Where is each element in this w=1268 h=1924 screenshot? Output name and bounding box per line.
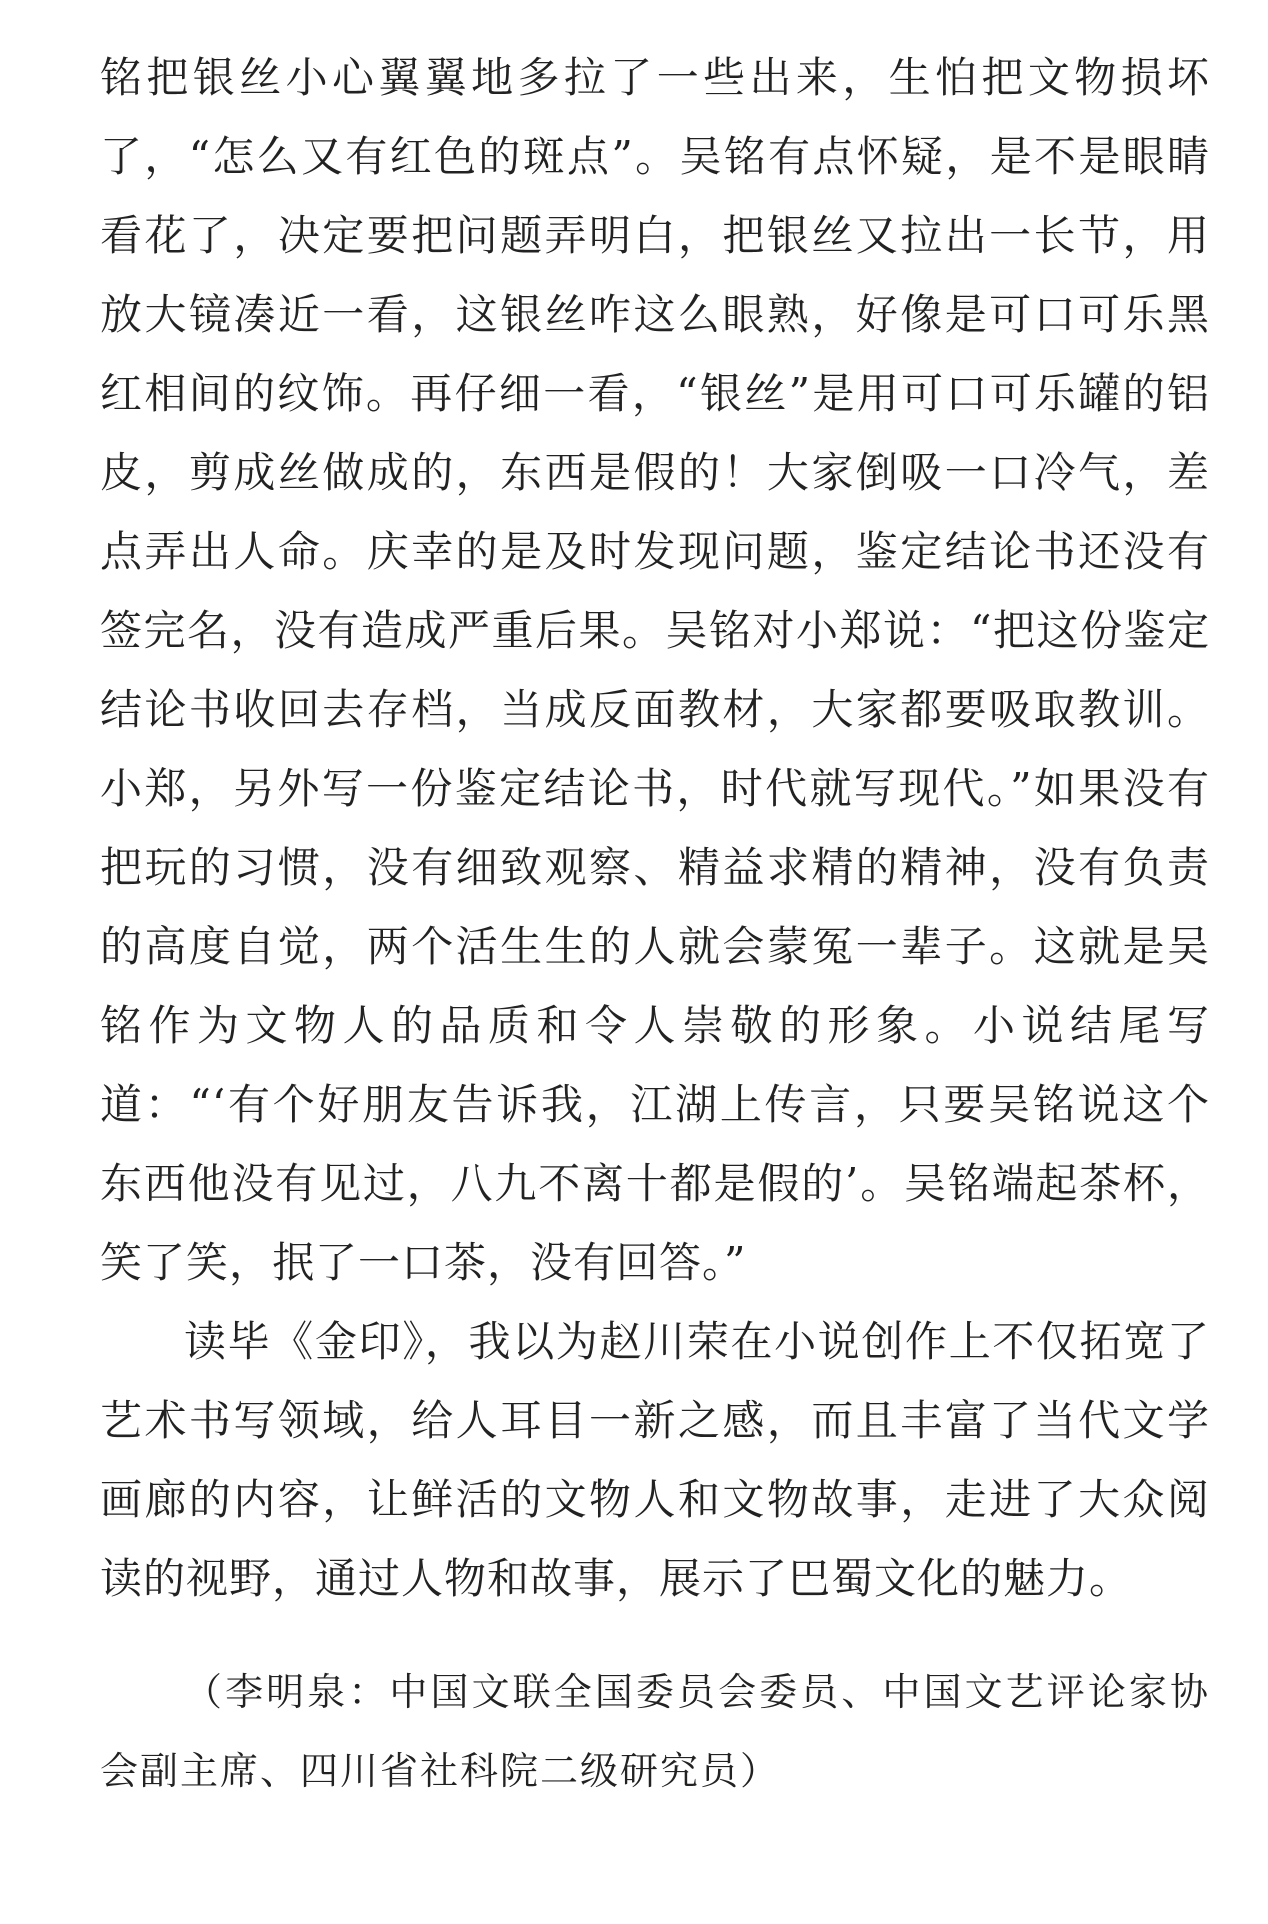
article-body xyxy=(100,38,1210,1618)
author-bio-note: （李明泉：中国文联全国委员会委员、中国文艺评论家协会副主席、四川省社科院二级研究员） xyxy=(100,1670,1210,1793)
paragraph-conclusion: 读毕《金印》，我以为赵川荣在小说创作上不仅拓宽了艺术书写领域，给人耳目一新之感，而且丰富了当代文学画廊的内容，让鲜活的文物人和文物故事，走进了大众阅读的视野，通过人物和故事，展示了巴蜀文化的魅力。 xyxy=(100,1317,1210,1603)
paragraph-continuation: 铭把银丝小心翼翼地多拉了一些出来，生怕把文物损坏了，“怎么又有红色的斑点”。吴铭有点怀疑，是不是眼睛看花了，决定要把问题弄明白，把银丝又拉出一长节，用放大镜凑近一看，这银丝咋这么眼熟，好像是可口可乐黑红相间的纹饰。再仔细一看，“银丝”是用可口可乐罐的铝皮，剪成丝做成的，东西是假的！大家倒吸一口冷气，差点弄出人命。庆幸的是及时发现问题，鉴定结论书还没有签完名，没有造成严重后果。吴铭对小郑说：“把这份鉴定结论书收回去存档，当成反面教材，大家都要吸取教训。小郑，另外写一份鉴定结论书，时代就写现代。”如果没有把玩的习惯，没有细致观察、精益求精的精神，没有负责的高度自觉，两个活生生的人就会蒙冤一辈子。这就是吴铭作为文物人的品质和令人崇敬的形象。小说结尾写道：“‘有个好朋友告诉我，江湖上传言，只要吴铭说这个东西他没有见过，八九不离十都是假的’。吴铭端起茶杯，笑了笑，抿了一口茶，没有回答。” xyxy=(100,53,1210,1287)
